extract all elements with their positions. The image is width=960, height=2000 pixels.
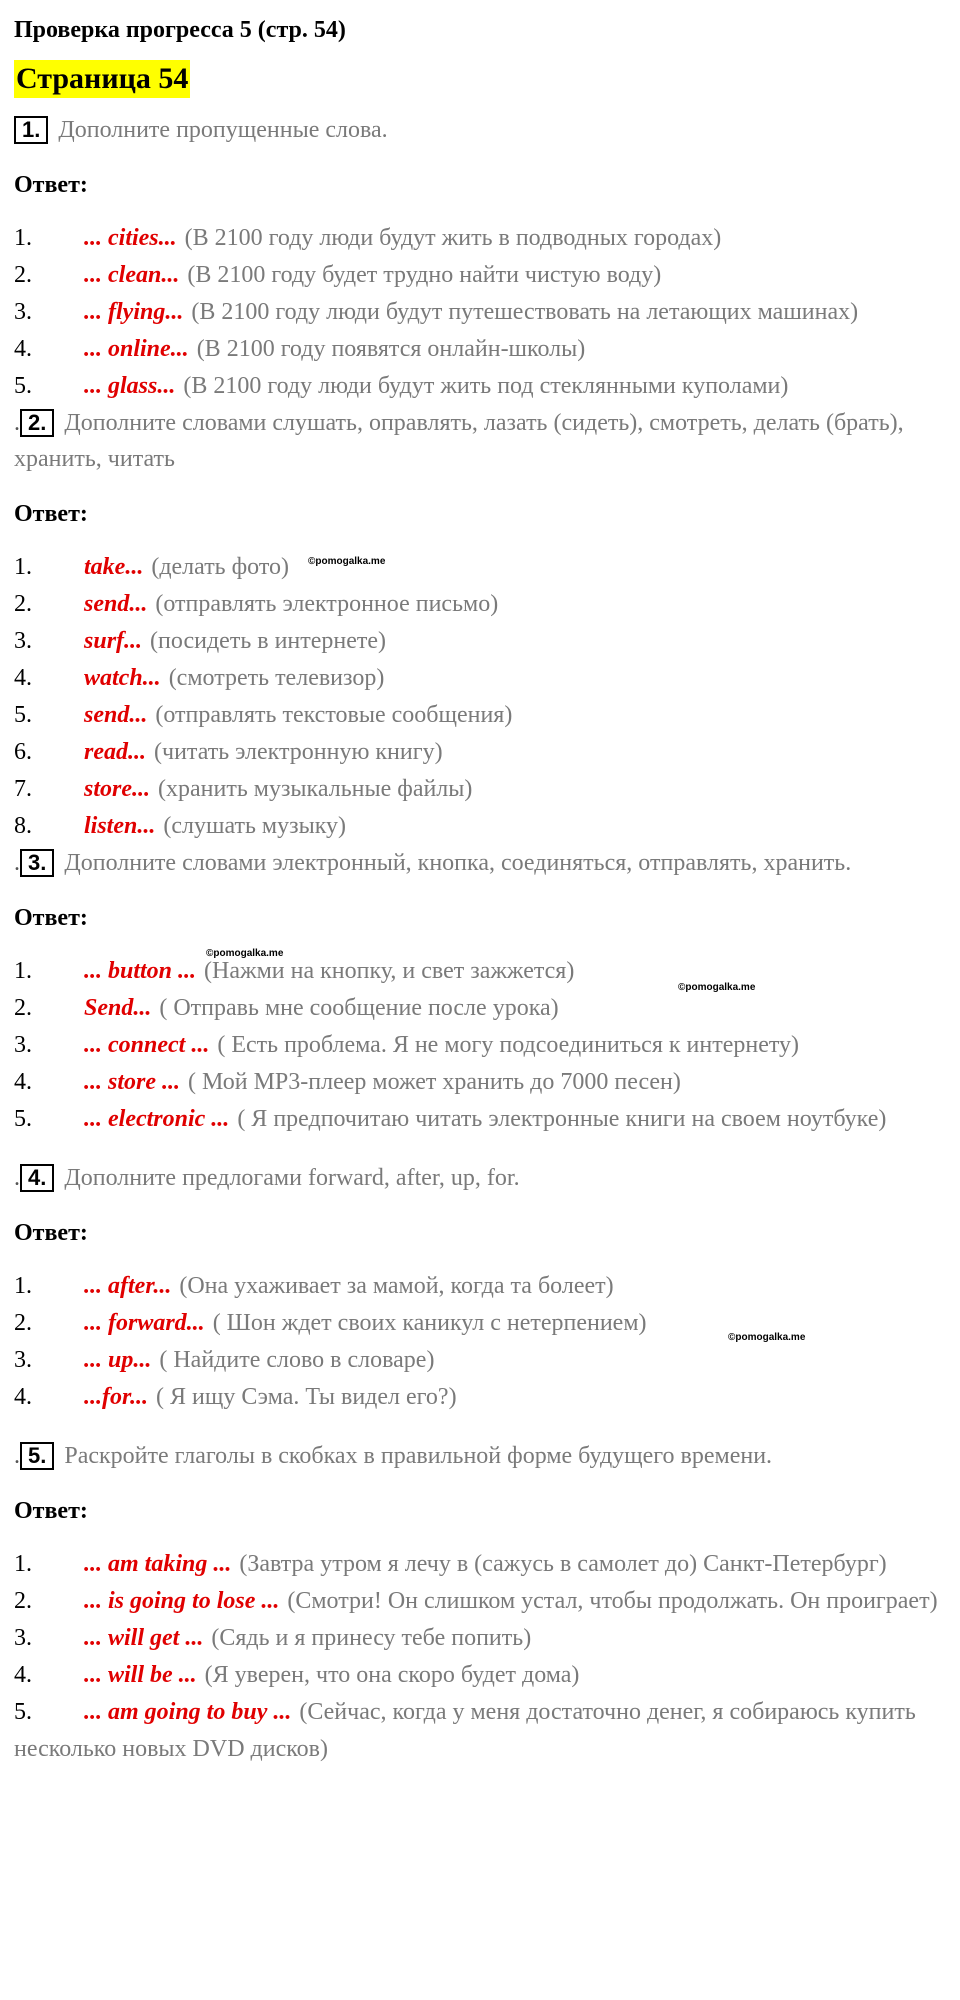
- list-item: [14, 697, 944, 734]
- task-number-badge: 1.: [14, 116, 48, 144]
- item-number: 4.: [14, 1384, 32, 1410]
- list-item: [14, 257, 944, 294]
- translation: (В 2100 году появятся онлайн-школы): [196, 336, 586, 362]
- item-number: 2.: [14, 1588, 32, 1614]
- translation: (посидеть в интернете): [150, 628, 387, 654]
- list-item: [14, 771, 944, 808]
- item-number: 2.: [14, 1310, 32, 1336]
- translation: (отправлять текстовые сообщения): [155, 702, 513, 728]
- translation: (Завтра утром я лечу в (сажусь в самолет до) Санкт-Петербург): [239, 1551, 887, 1577]
- item-number: 3.: [14, 628, 32, 654]
- list-item: [14, 1694, 944, 1768]
- item-number: 4.: [14, 665, 32, 691]
- answer-word: Send...: [84, 995, 152, 1021]
- item-number: 5.: [14, 702, 32, 728]
- task-1: [14, 112, 944, 405]
- watermark: ©pomogalka.me: [678, 982, 756, 993]
- answer-word: ... up...: [84, 1347, 152, 1373]
- translation: ( Есть проблема. Я не могу подсоединиться к интернету): [217, 1032, 800, 1058]
- translation: ( Я ищу Сэма. Ты видел его?): [156, 1384, 457, 1410]
- list-item: [14, 953, 944, 990]
- task-text: Раскройте глаголы в скобках в правильной форме будущего времени.: [64, 1443, 773, 1469]
- list-item: [14, 549, 944, 586]
- list-item: [14, 1268, 944, 1305]
- answer-word: ... will be ...: [84, 1662, 197, 1688]
- task-prefix: .: [14, 1443, 20, 1469]
- task-number-badge: 2.: [20, 409, 54, 437]
- translation: (делать фото): [151, 554, 290, 580]
- translation: ( Я предпочитаю читать электронные книги на своем ноутбуке): [237, 1106, 887, 1132]
- task-prefix: .: [14, 410, 20, 436]
- item-number: 2.: [14, 262, 32, 288]
- task-5: [14, 1438, 944, 1768]
- task-number-badge: 3.: [20, 849, 54, 877]
- answer-word: ... clean...: [84, 262, 180, 288]
- item-number: 5.: [14, 373, 32, 399]
- item-number: 3.: [14, 1032, 32, 1058]
- list-item: [14, 1101, 944, 1138]
- item-number: 7.: [14, 776, 32, 802]
- translation: (Я уверен, что она скоро будет дома): [204, 1662, 580, 1688]
- answer-word: surf...: [84, 628, 143, 654]
- list-item: [14, 1657, 944, 1694]
- translation: (смотреть телевизор): [168, 665, 385, 691]
- list-item: [14, 220, 944, 257]
- task-instruction: [14, 845, 944, 881]
- answer-label: Ответ:: [14, 1498, 88, 1524]
- list-item: [14, 623, 944, 660]
- item-number: 2.: [14, 591, 32, 617]
- item-number: 1.: [14, 1551, 32, 1577]
- task-prefix: .: [14, 1165, 20, 1191]
- task-text: Дополните словами электронный, кнопка, соединяться, отправлять, хранить.: [64, 850, 852, 876]
- answer-list: [14, 1546, 944, 1768]
- list-item: [14, 1064, 944, 1101]
- answer-word: ... cities...: [84, 225, 177, 251]
- item-number: 1.: [14, 554, 32, 580]
- task-number-badge: 4.: [20, 1164, 54, 1192]
- answer-word: ... online...: [84, 336, 189, 362]
- item-number: 4.: [14, 1662, 32, 1688]
- list-item: [14, 1379, 944, 1416]
- translation: (слушать музыку): [163, 813, 347, 839]
- task-3: [14, 845, 944, 1138]
- list-item: [14, 1546, 944, 1583]
- answer-label: Ответ:: [14, 905, 88, 931]
- task-number-badge: 5.: [20, 1442, 54, 1470]
- watermark: ©pomogalka.me: [308, 556, 386, 567]
- item-number: 3.: [14, 1347, 32, 1373]
- item-number: 6.: [14, 739, 32, 765]
- answer-word: watch...: [84, 665, 161, 691]
- watermark: ©pomogalka.me: [206, 948, 284, 959]
- task-prefix: .: [14, 850, 20, 876]
- translation: (В 2100 году будет трудно найти чистую воду): [187, 262, 662, 288]
- list-item: [14, 331, 944, 368]
- answer-label: Ответ:: [14, 501, 88, 527]
- list-item: [14, 660, 944, 697]
- task-instruction: [14, 405, 944, 477]
- translation: (читать электронную книгу): [154, 739, 443, 765]
- task-2: [14, 405, 944, 845]
- translation: ( Шон ждет своих каникул с нетерпением): [212, 1310, 647, 1336]
- answer-word: listen...: [84, 813, 156, 839]
- translation: (Смотри! Он слишком устал, чтобы продолжать. Он проиграет): [287, 1588, 938, 1614]
- translation: ( Найдите слово в словаре): [159, 1347, 435, 1373]
- answer-word: send...: [84, 702, 148, 728]
- answer-word: ... store ...: [84, 1069, 180, 1095]
- translation: (В 2100 году люди будут путешествовать на летающих машинах): [191, 299, 859, 325]
- task-instruction: [14, 1438, 944, 1474]
- list-item: [14, 294, 944, 331]
- answer-word: ... am taking ...: [84, 1551, 232, 1577]
- translation: ( Отправь мне сообщение после урока): [159, 995, 559, 1021]
- answer-word: ... glass...: [84, 373, 176, 399]
- task-instruction: [14, 112, 944, 148]
- answer-word: ... am going to buy ...: [84, 1699, 292, 1725]
- translation: (Сейчас, когда у меня достаточно денег, я собираюсь купить несколько новых DVD дисков): [14, 1699, 916, 1762]
- answer-word: send...: [84, 591, 148, 617]
- item-number: 4.: [14, 336, 32, 362]
- list-item: [14, 1620, 944, 1657]
- answer-list: [14, 549, 944, 845]
- answer-label: Ответ:: [14, 1220, 88, 1246]
- answer-word: ... electronic ...: [84, 1106, 230, 1132]
- task-text: Дополните пропущенные слова.: [58, 117, 388, 143]
- list-item: [14, 1583, 944, 1620]
- task-instruction: [14, 1160, 944, 1196]
- page-title: Страница 54: [14, 60, 190, 98]
- list-item: [14, 1342, 944, 1379]
- list-item: [14, 368, 944, 405]
- item-number: 5.: [14, 1106, 32, 1132]
- answer-list: [14, 220, 944, 405]
- document-header: Проверка прогресса 5 (стр. 54): [14, 17, 346, 43]
- watermark: ©pomogalka.me: [728, 1332, 806, 1343]
- task-text: Дополните словами слушать, оправлять, лазать (сидеть), смотреть, делать (брать), хранить, читать: [14, 410, 904, 472]
- translation: (В 2100 году люди будут жить под стеклянными куполами): [183, 373, 789, 399]
- task-4: [14, 1160, 944, 1416]
- answer-word: ...for...: [84, 1384, 149, 1410]
- list-item: [14, 808, 944, 845]
- translation: (Она ухаживает за мамой, когда та болеет): [179, 1273, 614, 1299]
- translation: (отправлять электронное письмо): [155, 591, 499, 617]
- item-number: 3.: [14, 1625, 32, 1651]
- item-number: 4.: [14, 1069, 32, 1095]
- answer-word: read...: [84, 739, 146, 765]
- answer-word: ... forward...: [84, 1310, 205, 1336]
- item-number: 1.: [14, 225, 32, 251]
- list-item: [14, 734, 944, 771]
- task-text: Дополните предлогами forward, after, up, for.: [64, 1165, 520, 1191]
- translation: (хранить музыкальные файлы): [158, 776, 473, 802]
- translation: (Сядь и я принесу тебе попить): [211, 1625, 532, 1651]
- answer-word: ... button ...: [84, 958, 197, 984]
- answer-word: ... flying...: [84, 299, 184, 325]
- item-number: 8.: [14, 813, 32, 839]
- item-number: 1.: [14, 1273, 32, 1299]
- item-number: 2.: [14, 995, 32, 1021]
- answer-word: ... is going to lose ...: [84, 1588, 280, 1614]
- translation: (Нажми на кнопку, и свет зажжется): [204, 958, 575, 984]
- list-item: [14, 586, 944, 623]
- answer-label: Ответ:: [14, 172, 88, 198]
- item-number: 1.: [14, 958, 32, 984]
- translation: (В 2100 году люди будут жить в подводных городах): [184, 225, 722, 251]
- translation: ( Мой MP3-плеер может хранить до 7000 песен): [188, 1069, 681, 1095]
- answer-word: store...: [84, 776, 150, 802]
- list-item: [14, 1027, 944, 1064]
- answer-word: ... after...: [84, 1273, 172, 1299]
- answer-word: ... will get ...: [84, 1625, 204, 1651]
- item-number: 5.: [14, 1699, 32, 1725]
- answer-word: ... connect ...: [84, 1032, 210, 1058]
- answer-word: take...: [84, 554, 144, 580]
- document-page: [14, 8, 944, 1768]
- item-number: 3.: [14, 299, 32, 325]
- list-item: [14, 990, 944, 1027]
- answer-list: [14, 953, 944, 1138]
